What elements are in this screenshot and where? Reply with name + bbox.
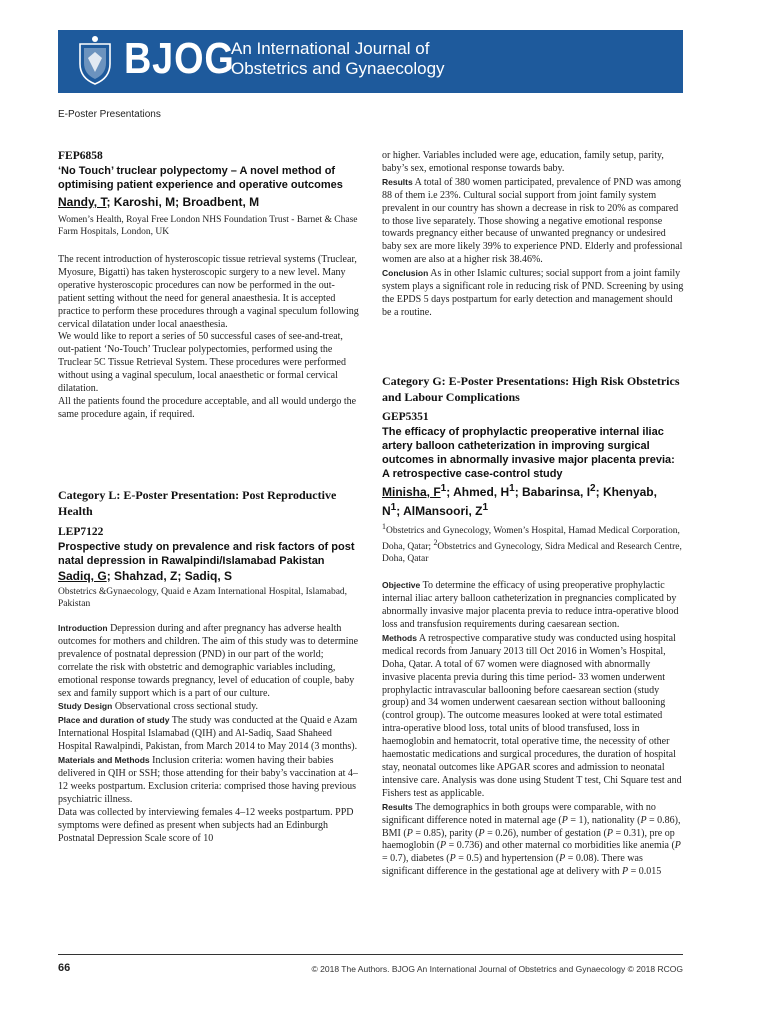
abstract-affiliation: Obstetrics &Gynaecology, Quaid e Azam International Hospital, Islamabad, Pakistan xyxy=(58,587,348,609)
page-number: 66 xyxy=(58,962,71,974)
abstract-code: LEP7122 xyxy=(58,526,104,538)
copyright-notice: © 2018 The Authors. BJOG An International Journal of Obstetrics and Gynaecology © 2018 RCOG xyxy=(311,964,683,974)
abstract-authors: Nandy, T; Karoshi, M; Broadbent, M xyxy=(58,195,260,209)
abstract-body: Objective To determine the efficacy of using preoperative prophylactic internal iliac artery balloon catheterization in pregnancies complicated by abnormally invasive major placenta previa to reduce intra-operative blood loss and transfusion requirements during caesarean section. Methods A retrospective comparative study was conducted using hospital medical records from January 2013 till Oct 2016 in Women’s Hospital, Doha, Qatar. A total of 67 women were diagnosed with abnormally invasive placenta previa during this time period- 33 women underwent prophylactic intravascular ballooning before caesarean section (study group) and 34 women underwent caesarean section without ballooning (control group). The outcome measures looked at were total estimated intra-operative blood loss, total units of blood transfused, loss in haemoglobin and hematocrit, total operative time, the necessity of other haemostatic medications and surgical procedures, the duration of hospital stay, neonatal outcomes like APGAR scores and admission to neonatal intensive care. Analysis was done using Student T test, Chi Square test and Fishers test as applicable. Results The demographics in both groups were comparable, with no significant difference noted in maternal age (P = 1), nationality (P = 0.86), BMI (P = 0.85), parity (P = 0.26), number of gestation (P = 0.31), pre op haemoglobin (P = 0.736) and other maternal co morbidities like anemia (P = 0.7), diabetes (P = 0.5) and hypertension (P = 0.08). There was significant difference in the gestational age at delivery with P = 0.015 xyxy=(382,580,682,878)
logo-wordmark: BJOG xyxy=(124,34,235,83)
abstract-code: GEP5351 xyxy=(382,411,429,423)
abstract-authors: Minisha, $F^1$; Ahmed, $H^1$; Babarinsa, $I^2$; Khenyab, $N^1$; AlMansoori, $Z^1$ xyxy=(382,483,657,518)
section-heading: E-Poster Presentations xyxy=(58,109,161,120)
abstract-title: Prospective study on prevalence and risk factors of post natal depression in Rawalpindi/Islamabad Pakistan xyxy=(58,541,355,567)
footer-divider xyxy=(58,954,683,955)
abstract-fep6858 xyxy=(58,150,360,422)
category-heading: Category G: E-Poster Presentations: High Risk Obstetrics and Labour Complications xyxy=(382,374,680,404)
abstract-authors: Sadiq, G; Shahzad, Z; Sadiq, S xyxy=(58,569,233,583)
abstract-body: Introduction Depression during and after pregnancy has adverse health outcomes for mothers and children. The aim of this study was to determine prevalence of postnatal depression (PND) in our part of the world; correlate the risk with obstetric and demographic variables including, emotional response towards pregnancy, level of education of couple, baby sex and family support which is a part of our culture. Study Design Observational cross sectional study. Place and duration of study The study was conducted at the Quaid e Azam International Hospital Islamabad (QIH) and Al-Sadiq, Saad Shaheed Hospital Rawalpindi, Pakistan, from March 2014 to May 2014 (3 months). Materials and Methods Inclusion criteria: women having their babies delivered in QIH or SSH; those attending for their baby’s vaccination at 4–12 weeks postpartum. Exclusion criteria: comprised those having previous psychiatric illness. Data was collected by interviewing females 4–12 weeks postpartum. PPD symptoms were defined as present when subjects had an Edinburgh Postnatal Depression Scale score of 10 xyxy=(58,623,359,844)
category-heading: Category L: E-Poster Presentation: Post Reproductive Health xyxy=(58,488,337,518)
results-text: The demographics in both groups were comparable, with no significant difference noted in maternal age (P = 1), nationality (P = 0.86), BMI (P = 0.85), parity (P = 0.26), number of gestation (P = 0.31), pre op haemoglobin (P = 0.736) and other maternal co morbidities like anemia (P = 0.7), diabetes (P = 0.5) and hypertension (P = 0.08). There was significant difference in the gestational age at delivery with P = 0.015 xyxy=(382,801,681,878)
abstract-lep7122 xyxy=(58,526,360,845)
abstract-code: FEP6858 xyxy=(58,150,103,162)
abstract-title: ‘No Touch’ truclear polypectomy – A novel method of optimising patient experience and operative outcomes xyxy=(58,165,343,191)
abstract-affiliation: Women’s Health, Royal Free London NHS Foundation Trust - Barnet & Chase Farm Hospitals, London, UK xyxy=(58,215,358,237)
abstract-gep5351 xyxy=(382,411,684,879)
abstract-lep7122-continued: or higher. Variables included were age, education, family setup, parity, baby’s sex, emotional response towards baby. Results A total of 380 women participated, prevalence of PND was among 88 of them i.e 23%. Cultural social support from joint family system prevalent in our country has shown a decrease in risk to 20% as compared to those live separately. Those showing a negative emotional response towards pregnancy either because of unwanted pregnancy or undesired baby sex are more likely 39% to experience PND. Elderly and professional women are also at a higher risk 38.46%. Conclusion As in other Islamic cultures; social support from a joint family system plays a significant role in reducing risk of PND. Screening by using the EPDS 5 days postpartum for early detection and management should be a routine. xyxy=(382,150,684,318)
abstract-title: The efficacy of prophylactic preoperative internal iliac artery balloon catheterization in improving surgical outcomes in abnormally invasive major placenta previa: A retrospective case-control study xyxy=(382,426,675,480)
abstract-body: The recent introduction of hysteroscopic tissue retrieval systems (Truclear, Myosure, Bigatti) has taken hysteroscopic surgery to a new level. Many operative hysteroscopic procedures can now be performed in the out-patient setting without the need for general anaesthesia. It is accepted practice to perform these procedures through a vaginal speculum following cervical dilatation under local anaesthesia. We would like to report a series of 50 successful cases of see-and-treat, out-patient ‘No-Touch’ Truclear polypectomies, performed using the Truclear 5C Tissue Retrieval System. These procedures were performed without using a vaginal speculum, local anaesthetic or formal cervical dilatation. All the patients found the procedure acceptable, and all would undergo the same procedure again, if required. xyxy=(58,254,359,420)
journal-name: An International Journal of Obstetrics and Gynaecology xyxy=(231,39,445,78)
abstract-affiliation: $^1$Obstetrics and Gynecology, Women’s Hospital, Hamad Medical Corporation, Doha, Qatar; $^2$Obstetrics and Gynecology, Sidra Medical and Research Centre, Doha, Qatar xyxy=(382,522,682,565)
crest-logo-icon xyxy=(76,34,114,86)
